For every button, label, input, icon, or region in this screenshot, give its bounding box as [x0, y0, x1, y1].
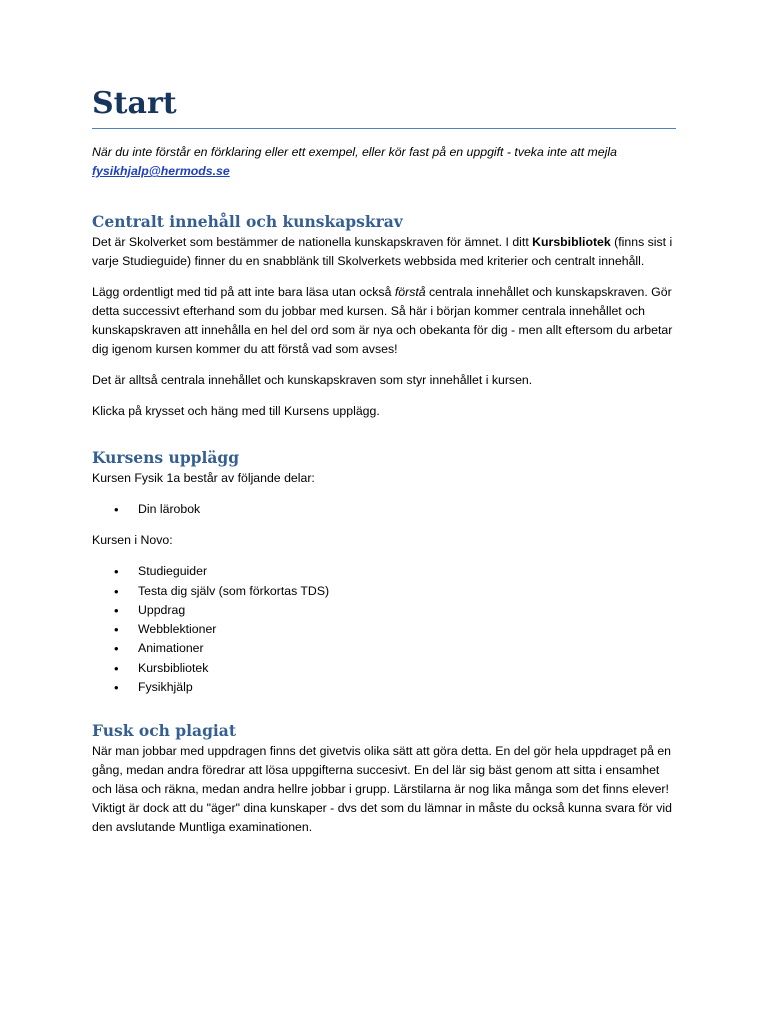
fusk-paragraph-1: När man jobbar med uppdragen finns det givetvis olika sätt att göra detta. En del gör hela uppdraget på en gång, medan andra föredrar att lösa uppgifterna succesivt. En del lär sig bäst genom att sitta i ensamhet och läsa och räkna, medan andra hellre jobbar i grupp. Lärstilarna är nog lika många som det finns elever! Viktigt är dock att du "äger" dina kunskaper - dvs det som du lämnar in måste du också kunna svara för vid den avslutande Muntliga examinationen.	[92, 744, 672, 835]
heading-kursens: Kursens upplägg	[92, 448, 240, 467]
list-item: • Fysikhjälp	[92, 678, 676, 697]
heading-fusk: Fusk och plagiat	[92, 721, 237, 741]
centralt-paragraph-1	[92, 233, 676, 271]
section-fusk	[92, 720, 676, 837]
bullet-list-1	[92, 500, 676, 519]
centralt-paragraph-4: Klicka på krysset och häng med till Kursens upplägg.	[92, 404, 380, 418]
email-link[interactable]: fysikhjalp@hermods.se	[92, 164, 230, 178]
bullet-list-2	[92, 562, 676, 697]
list-item: • Testa dig själv (som förkortas TDS)	[92, 582, 676, 601]
section-centralt	[92, 211, 676, 421]
list-item: • Studieguider	[92, 562, 676, 581]
list-item: • Uppdrag	[92, 601, 676, 620]
intro-paragraph	[92, 143, 676, 181]
list-item: • Animationer	[92, 639, 676, 658]
centralt-p1-text-b: (finns sist i varje Studieguide) finner du en snabblänk till Skolverkets webbsida med kriterier och centralt innehåll.	[92, 235, 673, 268]
kursbibliotek-bold: Kursbibliotek	[532, 235, 611, 249]
centralt-paragraph-2	[92, 283, 676, 359]
page-title: Start	[92, 84, 676, 129]
kursens-paragraph-1: Kursen Fysik 1a består av följande delar:	[92, 471, 315, 485]
section-kursens	[92, 447, 676, 697]
centralt-paragraph-3: Det är alltså centrala innehållet och kunskapskraven som styr innehållet i kursen.	[92, 373, 533, 387]
intro-text: När du inte förstår en förklaring eller ett exempel, eller kör fast på en uppgift - tveka inte att mejla	[92, 145, 617, 159]
forsta-italic: förstå	[394, 285, 426, 299]
list-item: • Din lärobok	[92, 500, 676, 519]
centralt-p2-text-a: Lägg ordentligt med tid på att inte bara läsa utan också	[92, 285, 395, 299]
list-item: • Kursbibliotek	[92, 659, 676, 678]
list-item: • Webblektioner	[92, 620, 676, 639]
centralt-p2-text-b: centrala innehållet och kunskapskraven. Gör detta successivt efterhand som du jobbar med kursen. Så här i början kommer centrala innehållet och kunskapskraven att innehålla en hel del ord som är nya och obekanta för dig - men allt eftersom du arbetar dig igenom kursen kommer du att förstå vad som avses!	[92, 285, 673, 356]
heading-centralt: Centralt innehåll och kunskapskrav	[92, 212, 403, 231]
kursens-paragraph-2: Kursen i Novo:	[92, 533, 173, 548]
centralt-p1-text-a: Det är Skolverket som bestämmer de nationella kunskapskraven för ämnet. I ditt	[92, 235, 533, 249]
